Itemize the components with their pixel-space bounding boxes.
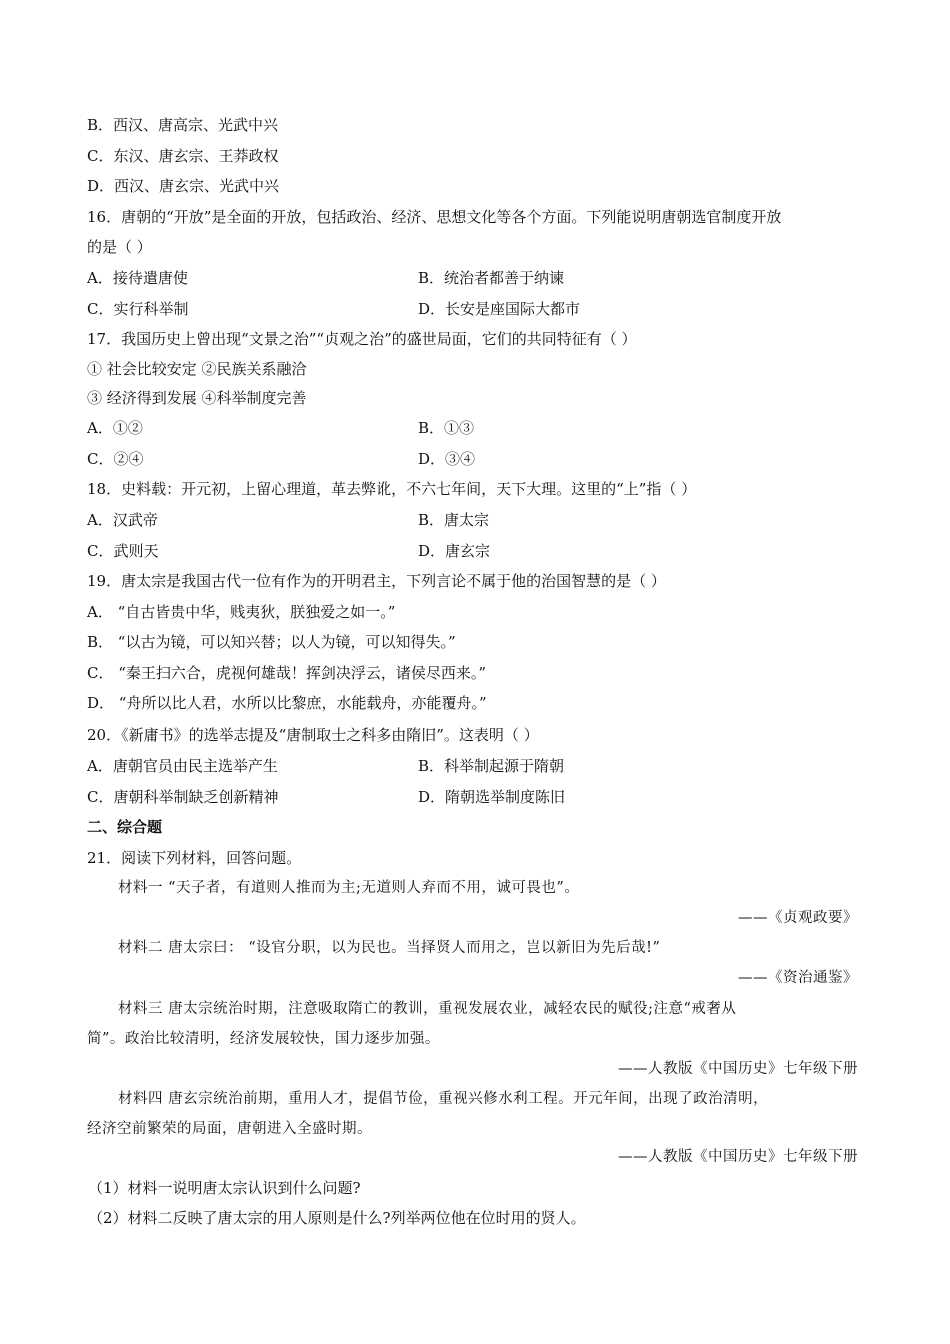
material-4-line1: 材料四 唐玄宗统治前期，重用人才，提倡节俭，重视兴修水利工程。开元年间，出现了政治清明， xyxy=(118,1091,769,1107)
q18-stem: 18．史料载：开元初，上留心理道，革去弊讹，不六七年间，天下大理。这里的“上”指（ ） xyxy=(87,480,697,498)
q19-option-b: B． “以古为镜，可以知兴替；以人为镜，可以知得失。” xyxy=(87,633,456,651)
q18-option-b: B．唐太宗 xyxy=(418,511,490,529)
material-4-line2: 经济空前繁荣的局面，唐朝进入全盛时期。 xyxy=(87,1121,372,1137)
q16-option-d: D．长安是座国际大都市 xyxy=(418,300,581,318)
q19-option-a: A． “自古皆贵中华，贱夷狄，朕独爱之如一。” xyxy=(87,603,396,621)
q19-option-d: D． “舟所以比人君，水所以比黎庶，水能载舟，亦能覆舟。” xyxy=(87,694,487,712)
q20-option-d: D．隋朝选举制度陈旧 xyxy=(418,788,566,806)
q17-option-d: D．③④ xyxy=(418,450,476,468)
material-2: 材料二 唐太宗曰： “设官分职，以为民也。当择贤人而用之，岂以新旧为先后哉!” xyxy=(118,940,661,956)
q20-stem: 20．《新庸书》的选举志提及“唐制取士之科多由隋旧”。这表明（ ） xyxy=(87,726,539,744)
q18-option-d: D．唐玄宗 xyxy=(418,542,491,560)
q20-option-a: A．唐朝官员由民主选举产生 xyxy=(87,757,278,775)
q21-stem: 21．阅读下列材料，回答问题。 xyxy=(87,849,302,867)
q19-option-c: C． “秦王扫六合，虎视何雄哉！挥剑决浮云，诸侯尽西来。” xyxy=(87,664,487,682)
material-3-line1: 材料三 唐太宗统治时期，注意吸取隋亡的教训，重视发展农业，减轻农民的赋役;注意“戒奢从 xyxy=(118,1001,737,1017)
q17-option-c: C．②④ xyxy=(87,450,144,468)
material-3-source: ——人教版《中国历史》七年级下册 xyxy=(618,1061,858,1077)
q16-option-a: A．接待遣唐使 xyxy=(87,269,188,287)
section-heading: 二、综合题 xyxy=(87,818,163,836)
q18-option-c: C．武则天 xyxy=(87,542,159,560)
q16-stem-line2: 的是（ ） xyxy=(87,238,152,256)
q17-option-b: B．①③ xyxy=(418,419,475,437)
q15-option-c: C．东汉、唐玄宗、王莽政权 xyxy=(87,147,279,165)
q15-option-b: B．西汉、唐高宗、光武中兴 xyxy=(87,116,279,134)
q20-option-b: B．科举制起源于隋朝 xyxy=(418,757,565,775)
q20-option-c: C．唐朝科举制缺乏创新精神 xyxy=(87,788,279,806)
q16-option-c: C．实行科举制 xyxy=(87,300,189,318)
q19-stem: 19．唐太宗是我国古代一位有作为的开明君主，下列言论不属于他的治国智慧的是（ ） xyxy=(87,572,666,590)
q17-stem: 17．我国历史上曾出现“文景之治”“贞观之治”的盛世局面，它们的共同特征有（ ） xyxy=(87,330,637,348)
q17-statements-1: ① 社会比较安定 ②民族关系融洽 xyxy=(87,360,307,378)
material-3-line2: 简”。政治比较清明，经济发展较快，国力逐步加强。 xyxy=(87,1031,440,1047)
material-1: 材料一 “天子者，有道则人推而为主;无道则人弃而不用，诚可畏也”。 xyxy=(118,880,580,896)
q17-statements-2: ③ 经济得到发展 ④科举制度完善 xyxy=(87,389,307,407)
q21-subquestion-1: （1）材料一说明唐太宗认识到什么问题? xyxy=(88,1179,361,1197)
q17-option-a: A．①② xyxy=(87,419,143,437)
q21-subquestion-2: （2）材料二反映了唐太宗的用人原则是什么?列举两位他在位时用的贤人。 xyxy=(88,1209,586,1227)
q16-stem-line1: 16．唐朝的“开放”是全面的开放，包括政治、经济、思想文化等各个方面。下列能说明唐朝选官制度开放 xyxy=(87,208,782,226)
material-2-source: ——《资治通鉴》 xyxy=(738,970,858,986)
q16-option-b: B．统治者都善于纳谏 xyxy=(418,269,565,287)
q15-option-d: D．西汉、唐玄宗、光武中兴 xyxy=(87,177,280,195)
material-4-source: ——人教版《中国历史》七年级下册 xyxy=(618,1149,858,1165)
q18-option-a: A．汉武帝 xyxy=(87,511,158,529)
material-1-source: ——《贞观政要》 xyxy=(738,910,858,926)
